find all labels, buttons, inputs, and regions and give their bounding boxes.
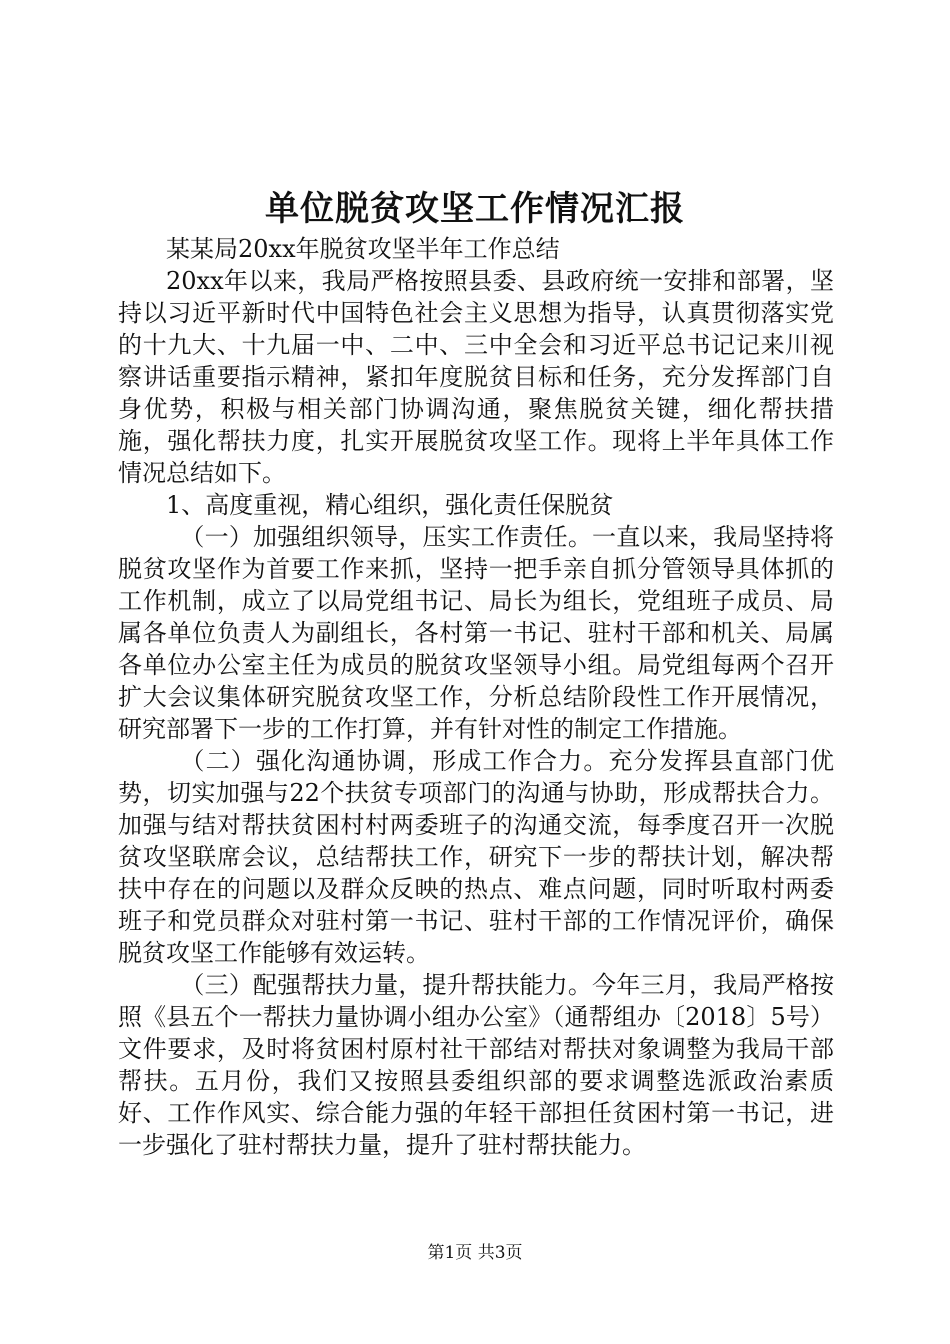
section-paragraph-2: （二）强化沟通协调，形成工作合力。充分发挥县直部门优势，切实加强与22个扶贫专项部门的沟通与协助，形成帮扶合力。加强与结对帮扶贫困村村两委班子的沟通交流，每季度召开一次脱贫攻坚联席会议，总结帮扶工作，研究下一步的帮扶计划，解决帮扶中存在的问题以及群众反映的热点、难点问题，同时听取村两委班子和党员群众对驻村第一书记、驻村干部的工作情况评价，确保脱贫攻坚工作能够有效运转。 — [118, 747, 834, 967]
page-footer: 第1页 共3页 — [427, 1243, 523, 1263]
subtitle-paragraph: 某某局20xx年脱贫攻坚半年工作总结 — [166, 235, 560, 263]
document-title: 单位脱贫攻坚工作情况汇报 — [265, 189, 685, 229]
intro-paragraph: 20xx年以来，我局严格按照县委、县政府统一安排和部署，坚持以习近平新时代中国特色社会主义思想为指导，认真贯彻落实党的十九大、十九届一中、二中、三中全会和习近平总书记记来川视察讲话重要指示精神，紧扣年度脱贫目标和任务，充分发挥部门自身优势，积极与相关部门协调沟通，聚焦脱贫关键，细化帮扶措施，强化帮扶力度，扎实开展脱贫攻坚工作。现将上半年具体工作情况总结如下。 — [118, 267, 834, 487]
document-body — [118, 233, 834, 1161]
section-paragraph-3: （三）配强帮扶力量，提升帮扶能力。今年三月，我局严格按照《县五个一帮扶力量协调小组办公室》（通帮组办〔2018〕5号）文件要求，及时将贫困村原村社干部结对帮扶对象调整为我局干部帮扶。五月份，我们又按照县委组织部的要求调整选派政治素质好、工作作风实、综合能力强的年轻干部担任贫困村第一书记，进一步强化了驻村帮扶力量，提升了驻村帮扶能力。 — [118, 971, 834, 1159]
section-paragraph-1: （一）加强组织领导，压实工作责任。一直以来，我局坚持将脱贫攻坚作为首要工作来抓，坚持一把手亲自抓分管领导具体抓的工作机制，成立了以局党组书记、局长为组长，党组班子成员、局属各单位负责人为副组长，各村第一书记、驻村干部和机关、局属各单位办公室主任为成员的脱贫攻坚领导小组。局党组每两个召开扩大会议集体研究脱贫攻坚工作，分析总结阶段性工作开展情况，研究部署下一步的工作打算，并有针对性的制定工作措施。 — [118, 523, 834, 743]
section-heading: 1、高度重视，精心组织，强化责任保脱贫 — [166, 491, 614, 519]
